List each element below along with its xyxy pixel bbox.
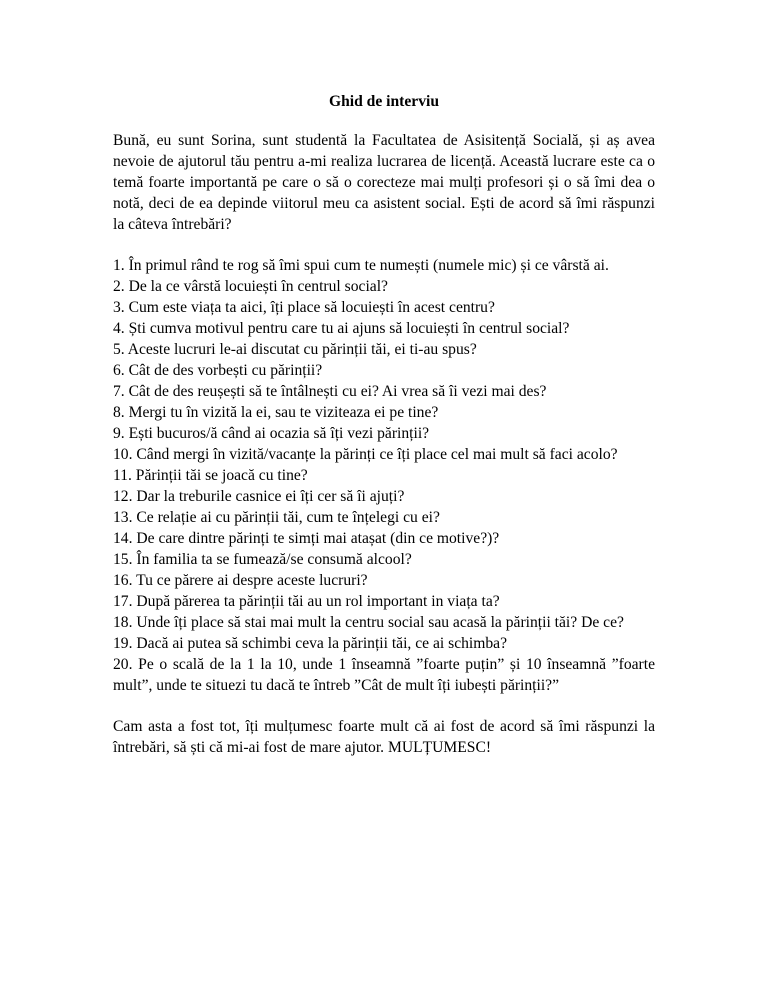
document-page	[113, 91, 655, 758]
question-item: 7. Cât de des reușești să te întâlnești cu ei? Ai vrea să îi vezi mai des?	[113, 383, 547, 400]
question-item: 1. În primul rând te rog să îmi spui cum te numești (numele mic) și ce vârstă ai.	[113, 257, 609, 274]
question-item: 19. Dacă ai putea să schimbi ceva la părinții tăi, ce ai schimba?	[113, 635, 508, 652]
document-title: Ghid de interviu	[328, 93, 440, 110]
question-item: 10. Când mergi în vizită/vacanțe la părinți ce îți place cel mai mult să faci acolo?	[113, 446, 618, 463]
question-item: 18. Unde îți place să stai mai mult la centru social sau acasă la părinții tăi? De ce?	[113, 614, 624, 631]
question-item: 9. Ești bucuros/ă când ai ocazia să îți vezi părinții?	[113, 425, 430, 442]
question-item: 15. În familia ta se fumează/se consumă alcool?	[113, 551, 412, 568]
question-item: 4. Ști cumva motivul pentru care tu ai ajuns să locuiești în centrul social?	[113, 320, 570, 337]
question-item: 5. Aceste lucruri le-ai discutat cu părinții tăi, ei ti-au spus?	[113, 341, 477, 358]
intro-paragraph: Bună, eu sunt Sorina, sunt studentă la Facultatea de Asisitență Socială, și aș avea nevoie de ajutorul tău pentru a-mi realiza lucrarea de licență. Această lucrare este ca o temă foarte importantă pe care o să o corecteze mai mulți profesori și o să îmi dea o notă, deci de ea depinde viitorul meu ca asistent social. Ești de acord să îmi răspunzi la câteva întrebări?	[113, 132, 655, 233]
question-item: 2. De la ce vârstă locuiești în centrul social?	[113, 278, 388, 295]
question-item: 20. Pe o scală de la 1 la 10, unde 1 înseamnă ”foarte puțin” și 10 înseamnă ”foarte mult”, unde te situezi tu dacă te întreb ”Cât de mult îți iubești părinții?”	[113, 656, 655, 694]
question-item: 8. Mergi tu în vizită la ei, sau te viziteaza ei pe tine?	[113, 404, 439, 421]
question-item: 6. Cât de des vorbești cu părinții?	[113, 362, 323, 379]
question-item: 17. După părerea ta părinții tăi au un rol important in viața ta?	[113, 593, 500, 610]
question-list	[113, 255, 655, 696]
question-item: 16. Tu ce părere ai despre aceste lucruri?	[113, 572, 368, 589]
question-item: 14. De care dintre părinți te simți mai atașat (din ce motive?)?	[113, 530, 500, 547]
question-item: 3. Cum este viața ta aici, îți place să locuiești în acest centru?	[113, 299, 495, 316]
question-item: 11. Părinții tăi se joacă cu tine?	[113, 467, 308, 484]
closing-paragraph: Cam asta a fost tot, îți mulțumesc foarte mult că ai fost de acord să îmi răspunzi la întrebări, să ști că mi-ai fost de mare ajutor. MULȚUMESC!	[113, 718, 655, 756]
question-item: 12. Dar la treburile casnice ei îți cer să îi ajuți?	[113, 488, 405, 505]
question-item: 13. Ce relație ai cu părinții tăi, cum te înțelegi cu ei?	[113, 509, 440, 526]
